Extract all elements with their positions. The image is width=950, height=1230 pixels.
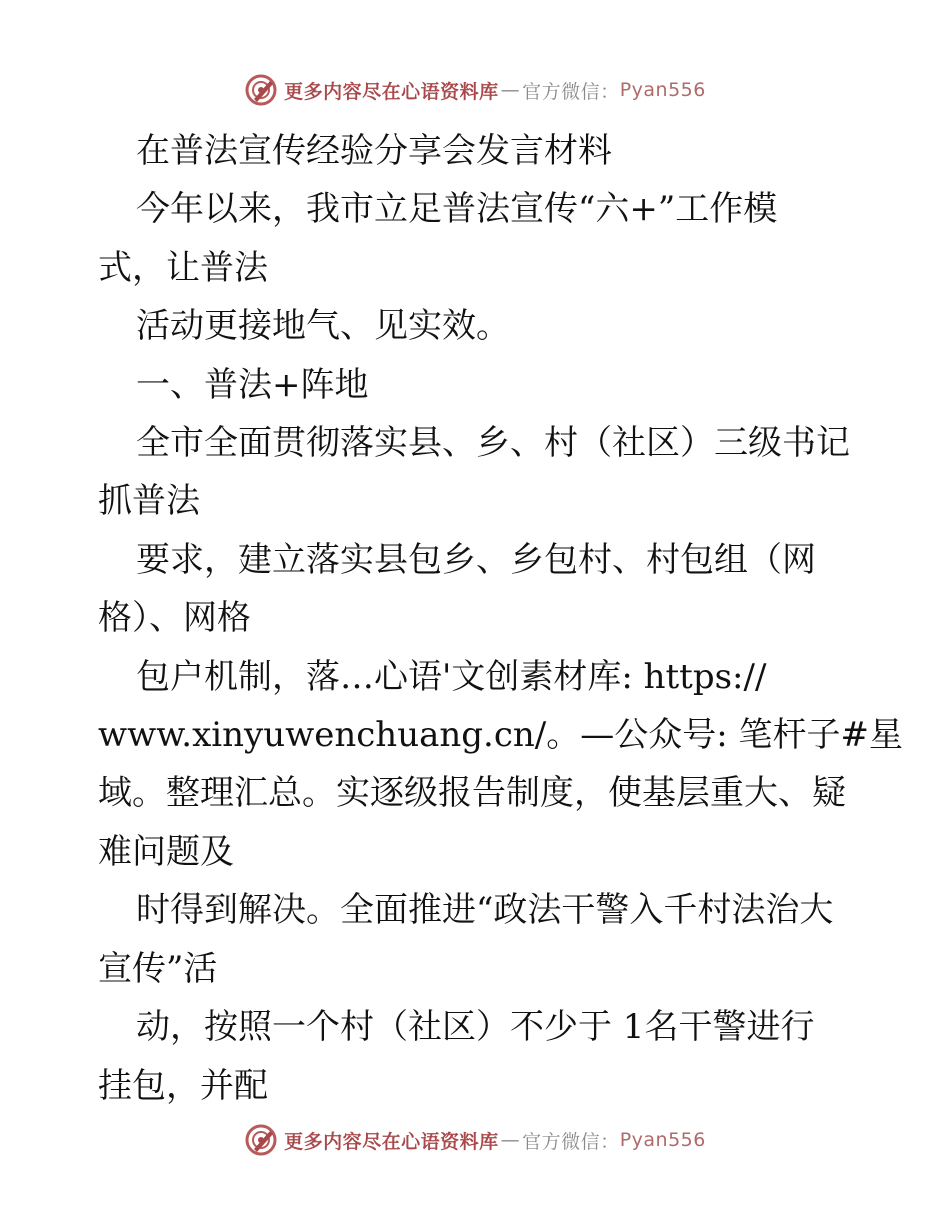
document-title: 在普法宣传经验分享会发言材料 (136, 131, 612, 171)
banner-separator: — (500, 79, 521, 101)
banner-separator: — (500, 1129, 521, 1151)
paragraph-line: 全市全面贯彻落实县、乡、村（社区）三级书记 (136, 423, 850, 464)
paragraph-line: 要求，建立落实县包乡、乡包村、村包组（网 (136, 539, 816, 580)
paragraph-line: www.xinyuwenchuang.cn/。—公众号: 笔杆子#星 (98, 715, 903, 756)
paragraph-line: 域。整理汇总。实逐级报告制度，使基层重大、疑 (98, 773, 846, 814)
banner-wechat-id: Pyan556 (619, 1129, 706, 1151)
paragraph-line: 活动更接地气、见实效。 (136, 306, 510, 347)
document-body (98, 122, 903, 1115)
footer-banner (0, 1122, 950, 1158)
paragraph-line: 挂包，并配 (98, 1065, 268, 1106)
paragraph-line: 格）、网格 (98, 598, 251, 639)
paragraph-line: 包户机制，落…心语'文创素材库: https:// (136, 656, 767, 697)
logo-icon (244, 1123, 278, 1157)
header-banner (0, 72, 950, 108)
paragraph-line: 动，按照一个村（社区）不少于 1名干警进行 (136, 1007, 815, 1048)
paragraph-line: 宣传”活 (98, 948, 218, 989)
logo-icon (244, 73, 278, 107)
banner-official-label: 官方微信： (522, 80, 620, 103)
paragraph-line: 时得到解决。全面推进“政法干警入千村法治大 (136, 890, 834, 931)
banner-brand: 更多内容尽在心语资料库 (284, 1130, 499, 1153)
paragraph-line: 式，让普法 (98, 247, 268, 288)
banner-brand: 更多内容尽在心语资料库 (284, 80, 499, 103)
banner-wechat-id: Pyan556 (619, 79, 706, 101)
paragraph-line: 今年以来，我市立足普法宣传“六+”工作模 (136, 189, 778, 230)
paragraph-line: 难问题及 (98, 831, 234, 872)
section-heading: 一、普法+阵地 (136, 364, 369, 405)
banner-official-label: 官方微信： (522, 1130, 620, 1153)
paragraph-line: 抓普法 (98, 481, 200, 522)
